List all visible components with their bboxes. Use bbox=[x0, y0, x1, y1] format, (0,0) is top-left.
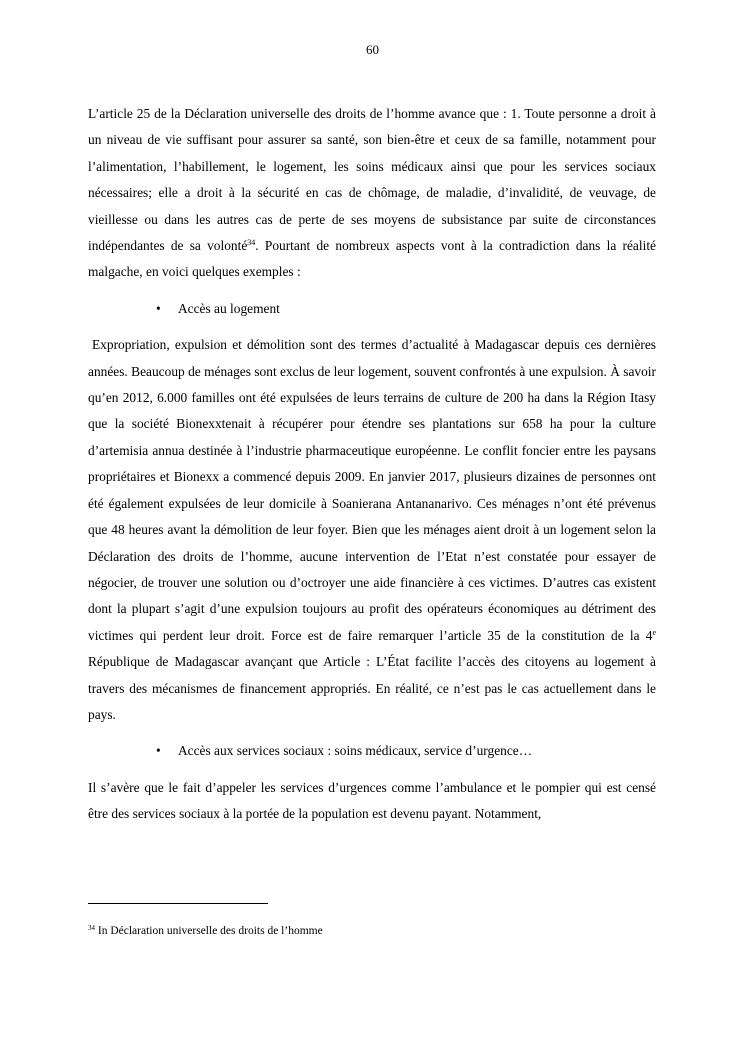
bullet-label: Accès au logement bbox=[178, 300, 280, 316]
paragraph-text: L’article 25 de la Déclaration universelle des droits de l’homme avance que : 1. Toute personne a droit à un niveau de vie suffisant pour assurer sa santé, son bien-être et ceux de sa famille, notamment pour l’alimentation, l’habillement, le logement, les soins médicaux ainsi que pour les services sociaux nécessaires; elle a droit à la sécurité en cas de chômage, de maladie, d’invalidité, de veuvage, de vieillesse ou dans les autres cas de perte de ses moyens de subsistance par suite de circonstances indépendantes de sa volonté bbox=[88, 106, 656, 254]
footnote-text: In Déclaration universelle des droits de l’homme bbox=[95, 925, 323, 937]
paragraph-emergency-services: Il s’avère que le fait d’appeler les services d’urgences comme l’ambulance et le pompier qui est censé être des services sociaux à la portée de la population est devenu payant. Notamment, bbox=[88, 779, 656, 822]
paragraph-article-25 bbox=[88, 101, 656, 286]
footnote-divider bbox=[88, 903, 268, 904]
footnote-number: 34 bbox=[88, 924, 95, 932]
footnote-reference: 34 bbox=[247, 238, 256, 248]
bullet-label: Accès aux services sociaux : soins médicaux, service d’urgence… bbox=[178, 743, 533, 759]
bullet-housing bbox=[88, 296, 656, 322]
superscript-e: e bbox=[652, 627, 656, 637]
paragraph-housing bbox=[88, 332, 656, 728]
bullet-icon: • bbox=[156, 743, 161, 759]
paragraph-text: . Pourtant de nombreux aspects vont à la contradiction dans la réalité malgache, en voici quelques exemples : bbox=[88, 238, 656, 280]
bullet-icon: • bbox=[156, 300, 161, 316]
paragraph-text: République de Madagascar avançant que Article : L’État facilite l’accès des citoyens au logement à travers des mécanismes de financement appropriés. En réalité, ce n’est pas le cas actuellement dans le pays. bbox=[88, 654, 656, 722]
footnote bbox=[88, 925, 323, 937]
paragraph-text: Expropriation, expulsion et démolition sont des termes d’actualité à Madagascar depuis ces dernières années. Beaucoup de ménages sont exclus de leur logement, souvent confrontés à une expulsion. À savoir qu’en 2012, 6.000 familles ont été expulsées de leurs terrains de culture de 200 ha dans la Région Itasy que la société Bionexxtenait à récupérer pour étendre ses plantations sur 658 ha pour la culture d’artemisia annua destinée à l’industrie pharmaceutique européenne. Le conflit foncier entre les paysans propriétaires et Bionexx a commencé depuis 2009. En janvier 2017, plusieurs dizaines de personnes ont été également expulsées de leur domicile à Soanierana Antananarivo. Ces ménages n’ont été prévenus que 48 heures avant la démolition de leur foyer. Bien que les ménages aient droit à un logement selon la Déclaration des droits de l’homme, aucune intervention de l’Etat n’est constatée pour essayer de négocier, de trouver une solution ou d’octroyer une aide financière à ces victimes. D’autres cas existent dont la plupart s’agit d’une expulsion toujours au profit des opérateurs économiques au détriment des victimes qui perdent leur droit. Force est de faire remarquer l’article 35 de la constitution de la 4 bbox=[88, 337, 656, 643]
page-number: 60 bbox=[366, 42, 379, 57]
document-body bbox=[88, 101, 656, 828]
bullet-social-services bbox=[88, 738, 656, 764]
